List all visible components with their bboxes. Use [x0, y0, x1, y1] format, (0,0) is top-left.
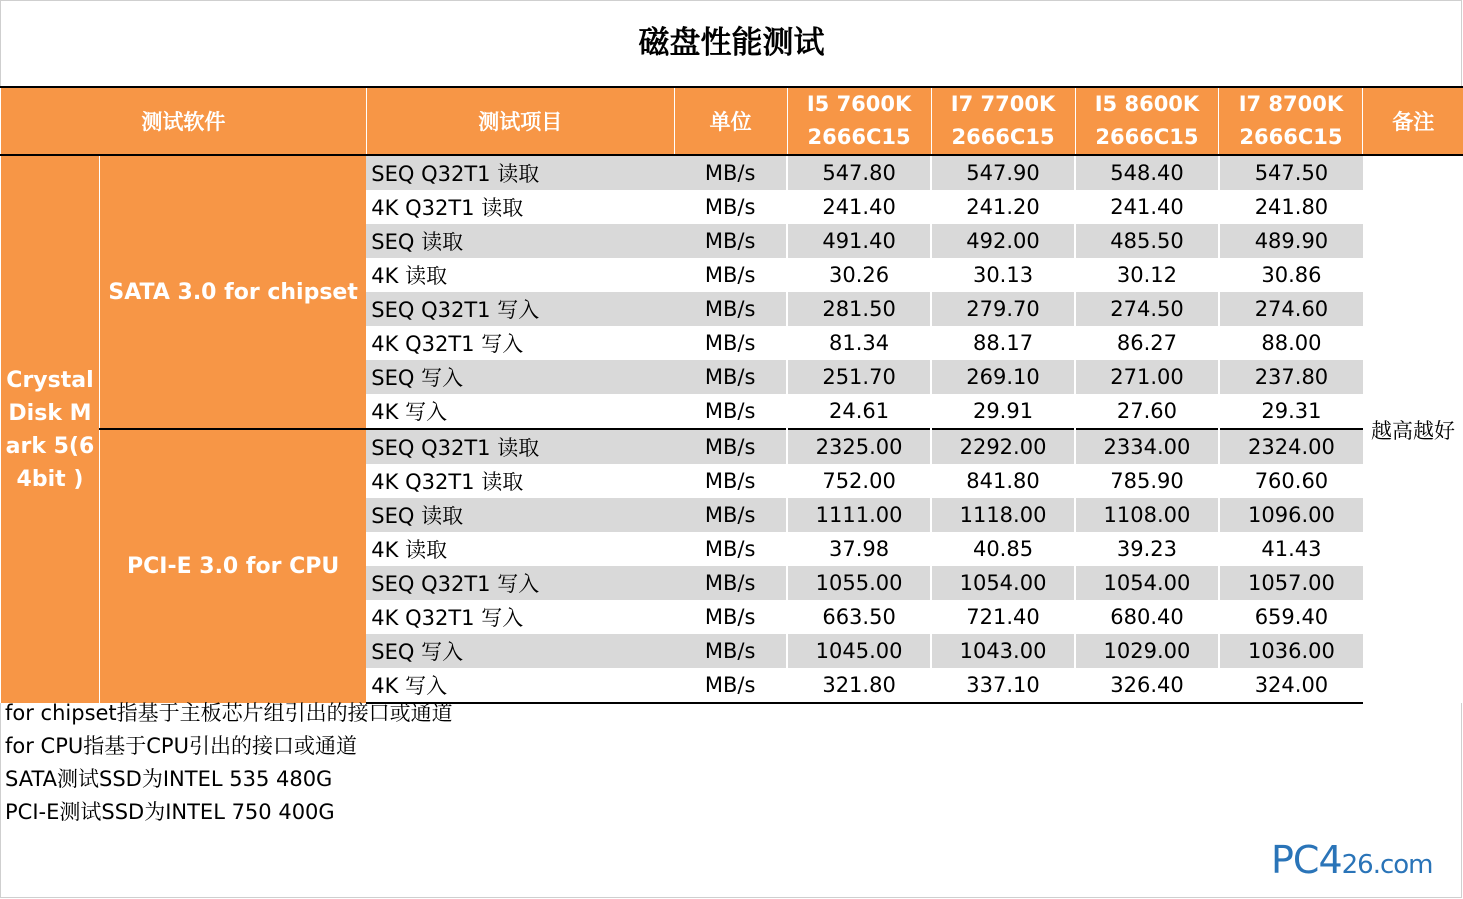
- test-item: SEQ Q32T1 写入: [366, 292, 674, 326]
- value-cell: 30.86: [1219, 258, 1363, 292]
- header-unit: 单位: [674, 87, 787, 155]
- unit-cell: MB/s: [674, 155, 787, 190]
- logo-main: PC4: [1271, 838, 1342, 882]
- unit-cell: MB/s: [674, 566, 787, 600]
- value-cell: 281.50: [787, 292, 931, 326]
- value-cell: 29.31: [1219, 394, 1363, 429]
- cpu-name: I5 7600K: [806, 92, 912, 116]
- value-cell: 547.90: [931, 155, 1075, 190]
- value-cell: 274.50: [1075, 292, 1219, 326]
- value-cell: 321.80: [787, 668, 931, 703]
- test-item: SEQ 写入: [366, 634, 674, 668]
- value-cell: 81.34: [787, 326, 931, 360]
- value-cell: 237.80: [1219, 360, 1363, 394]
- value-cell: 1111.00: [787, 498, 931, 532]
- unit-cell: MB/s: [704, 399, 756, 423]
- value-cell: 1108.00: [1075, 498, 1219, 532]
- test-item: 4K Q32T1 读取: [371, 196, 524, 220]
- value-cell: 752.00: [787, 464, 931, 498]
- header-row: [1, 87, 1463, 155]
- footnote: SATA测试SSD为INTEL 535 480G: [5, 767, 333, 791]
- test-item: 4K Q32T1 写入: [371, 606, 524, 630]
- software-name: Crystal Disk Mark 5(64bit ): [1, 155, 100, 703]
- value-cell: 663.50: [787, 600, 931, 634]
- note-cell: 越高越好: [1363, 155, 1463, 703]
- value-cell: 548.40: [1075, 155, 1219, 190]
- unit-cell: MB/s: [674, 292, 787, 326]
- value-cell: 324.00: [1219, 668, 1363, 703]
- value-cell: 1057.00: [1219, 566, 1363, 600]
- value-cell: 841.80: [931, 464, 1075, 498]
- memory-spec: 2666C15: [807, 125, 911, 149]
- value-cell: 659.40: [1219, 600, 1363, 634]
- value-cell: 491.40: [787, 224, 931, 258]
- test-item: 4K 读取: [371, 264, 448, 288]
- value-cell: 40.85: [931, 532, 1075, 566]
- table-body: [1, 155, 1463, 703]
- header-software: 测试软件: [1, 87, 367, 155]
- value-cell: 492.00: [931, 224, 1075, 258]
- header-cpu-col: [1219, 87, 1363, 155]
- test-item: SEQ 写入: [366, 360, 674, 394]
- test-item: SEQ Q32T1 读取: [366, 155, 674, 190]
- unit-cell: MB/s: [704, 263, 756, 287]
- value-cell: 88.17: [931, 326, 1075, 360]
- unit-cell: MB/s: [704, 195, 756, 219]
- value-cell: 1118.00: [931, 498, 1075, 532]
- logo-rest: 26.com: [1341, 850, 1433, 880]
- value-cell: 27.60: [1075, 394, 1219, 429]
- value-cell: 2325.00: [787, 429, 931, 464]
- cpu-name: I5 8600K: [1094, 92, 1200, 116]
- table-row: [1, 155, 1463, 190]
- value-cell: 274.60: [1219, 292, 1363, 326]
- unit-cell: MB/s: [674, 498, 787, 532]
- footnote: for chipset指基于主板芯片组引出的接口或通道: [5, 701, 453, 725]
- value-cell: 269.10: [931, 360, 1075, 394]
- value-cell: 1043.00: [931, 634, 1075, 668]
- value-cell: 251.70: [787, 360, 931, 394]
- interface-group-label: SATA 3.0 for chipset: [99, 155, 366, 429]
- memory-spec: 2666C15: [951, 125, 1055, 149]
- test-item: 4K 写入: [371, 400, 448, 424]
- test-item: 4K 写入: [366, 668, 674, 703]
- value-cell: 88.00: [1219, 326, 1363, 360]
- test-item: SEQ Q32T1 读取: [366, 429, 674, 464]
- value-cell: 760.60: [1219, 464, 1363, 498]
- value-cell: 1029.00: [1075, 634, 1219, 668]
- value-cell: 30.13: [931, 258, 1075, 292]
- value-cell: 2334.00: [1075, 429, 1219, 464]
- value-cell: 1096.00: [1219, 498, 1363, 532]
- test-item: SEQ 读取: [366, 224, 674, 258]
- value-cell: 326.40: [1075, 668, 1219, 703]
- header-cpu-col: [931, 87, 1075, 155]
- footnote: for CPU指基于CPU引出的接口或通道: [5, 734, 357, 758]
- unit-cell: MB/s: [704, 537, 756, 561]
- value-cell: 547.80: [787, 155, 931, 190]
- value-cell: 1054.00: [1075, 566, 1219, 600]
- header-item: 测试项目: [366, 87, 674, 155]
- test-item: 4K Q32T1 读取: [371, 470, 524, 494]
- value-cell: 39.23: [1075, 532, 1219, 566]
- value-cell: 29.91: [931, 394, 1075, 429]
- value-cell: 489.90: [1219, 224, 1363, 258]
- value-cell: 1054.00: [931, 566, 1075, 600]
- unit-cell: MB/s: [674, 668, 787, 703]
- value-cell: 241.20: [931, 190, 1075, 224]
- memory-spec: 2666C15: [1095, 125, 1199, 149]
- value-cell: 241.80: [1219, 190, 1363, 224]
- footnotes: [5, 697, 453, 829]
- value-cell: 241.40: [1075, 190, 1219, 224]
- footnote: PCI-E测试SSD为INTEL 750 400G: [5, 800, 335, 824]
- benchmark-table: [0, 86, 1463, 704]
- value-cell: 41.43: [1219, 532, 1363, 566]
- page-title: 磁盘性能测试: [638, 25, 825, 61]
- unit-cell: MB/s: [704, 469, 756, 493]
- unit-cell: MB/s: [674, 360, 787, 394]
- test-item: 4K 读取: [371, 538, 448, 562]
- value-cell: 279.70: [931, 292, 1075, 326]
- unit-cell: MB/s: [704, 331, 756, 355]
- cpu-name: I7 7700K: [950, 92, 1056, 116]
- cpu-name: I7 8700K: [1238, 92, 1344, 116]
- value-cell: 680.40: [1075, 600, 1219, 634]
- value-cell: 721.40: [931, 600, 1075, 634]
- unit-cell: MB/s: [674, 429, 787, 464]
- value-cell: 24.61: [787, 394, 931, 429]
- value-cell: 30.26: [787, 258, 931, 292]
- value-cell: 2324.00: [1219, 429, 1363, 464]
- value-cell: 30.12: [1075, 258, 1219, 292]
- value-cell: 37.98: [787, 532, 931, 566]
- unit-cell: MB/s: [704, 605, 756, 629]
- value-cell: 485.50: [1075, 224, 1219, 258]
- header-note: 备注: [1363, 87, 1463, 155]
- header-cpu-col: [787, 87, 931, 155]
- test-item: SEQ Q32T1 写入: [366, 566, 674, 600]
- value-cell: 547.50: [1219, 155, 1363, 190]
- value-cell: 785.90: [1075, 464, 1219, 498]
- header-cpu-col: [1075, 87, 1219, 155]
- value-cell: 1045.00: [787, 634, 931, 668]
- value-cell: 2292.00: [931, 429, 1075, 464]
- unit-cell: MB/s: [674, 634, 787, 668]
- unit-cell: MB/s: [674, 224, 787, 258]
- interface-group-label: PCI-E 3.0 for CPU: [99, 429, 366, 703]
- value-cell: 86.27: [1075, 326, 1219, 360]
- test-item: 4K Q32T1 写入: [371, 332, 524, 356]
- memory-spec: 2666C15: [1239, 125, 1343, 149]
- value-cell: 241.40: [787, 190, 931, 224]
- value-cell: 271.00: [1075, 360, 1219, 394]
- value-cell: 1036.00: [1219, 634, 1363, 668]
- value-cell: 337.10: [931, 668, 1075, 703]
- table-row: [1, 429, 1463, 464]
- watermark-logo: [1271, 838, 1433, 882]
- test-item: SEQ 读取: [366, 498, 674, 532]
- value-cell: 1055.00: [787, 566, 931, 600]
